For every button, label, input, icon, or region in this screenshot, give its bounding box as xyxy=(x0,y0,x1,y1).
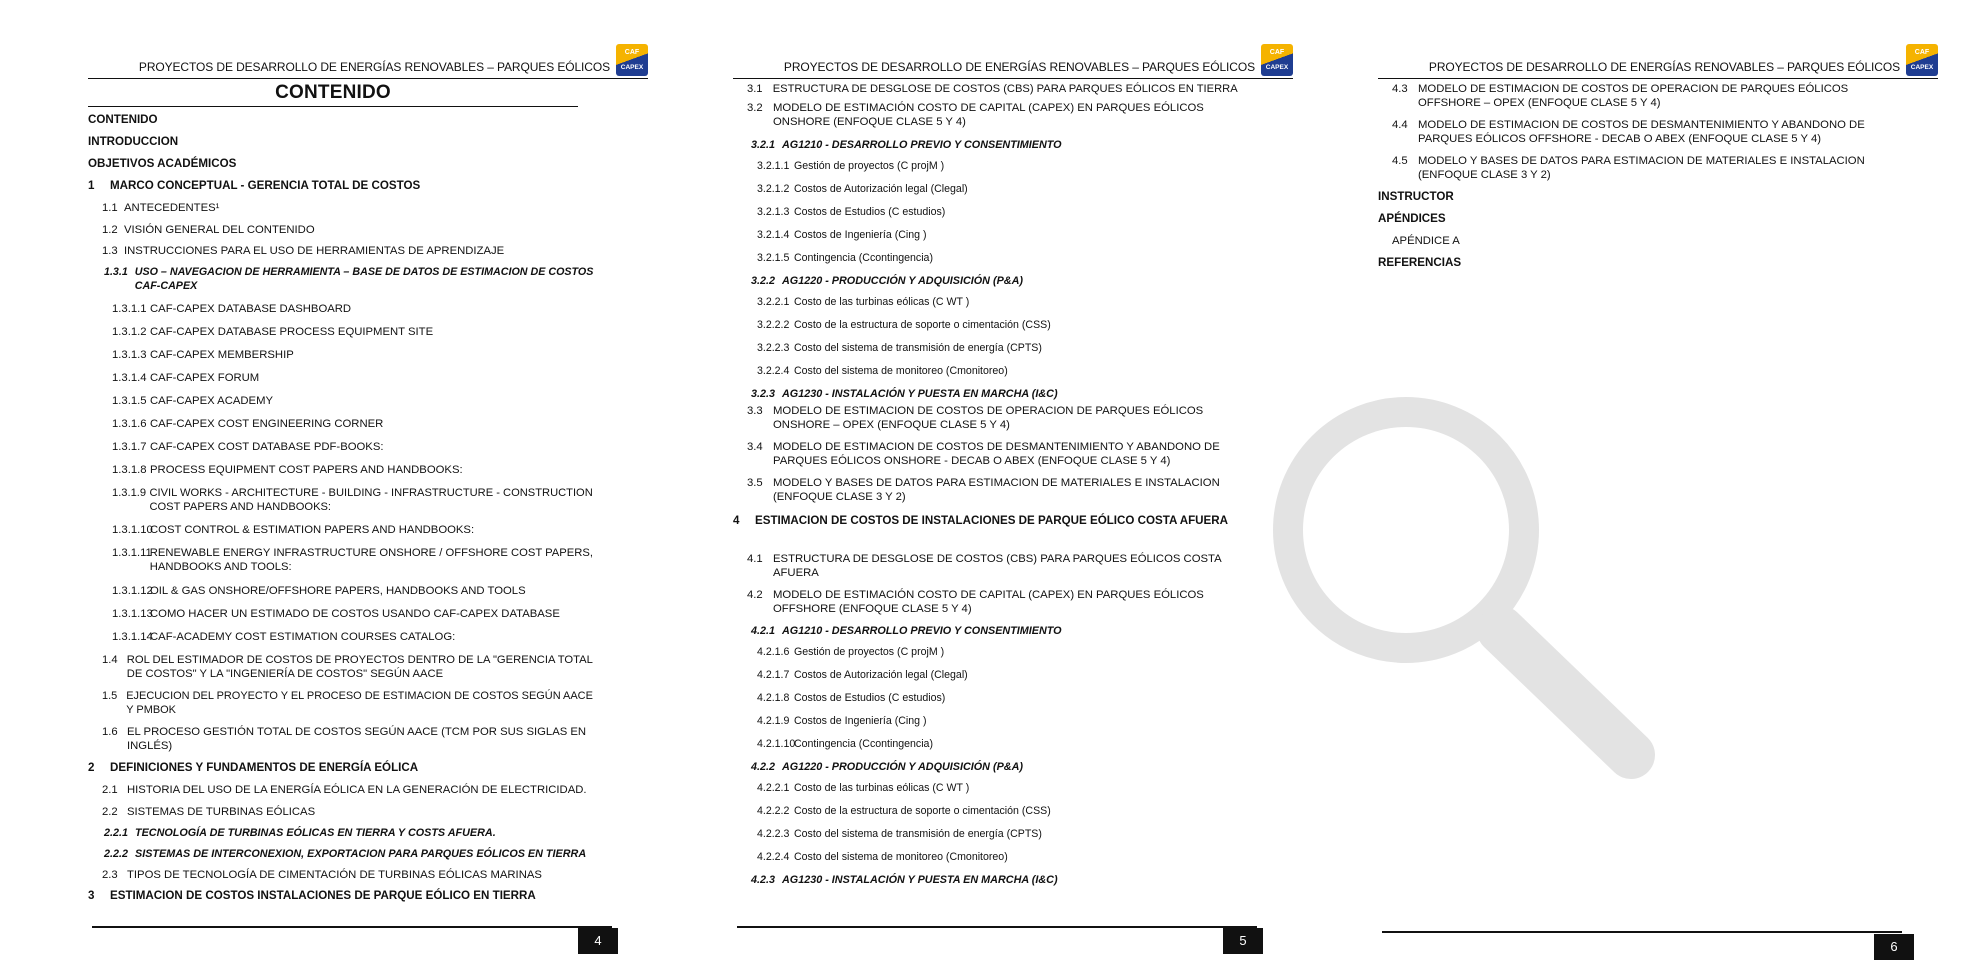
toc-entry-number: 4.2.2.2 xyxy=(757,805,790,817)
toc-entry-number: 4.4 xyxy=(1392,119,1408,131)
toc-entry xyxy=(757,850,1008,864)
toc-entry xyxy=(88,135,178,149)
toc-entry xyxy=(757,737,933,751)
toc-entry-number: 1.2 xyxy=(102,224,118,236)
toc-entry-number: 4.1 xyxy=(747,553,763,565)
toc-entry xyxy=(102,783,587,797)
toc-entry xyxy=(1392,82,1848,110)
toc-entry xyxy=(88,179,420,193)
toc-entry-number: 1.3.1.7 xyxy=(112,441,147,453)
toc-entry xyxy=(1392,234,1460,248)
caf-capex-logo xyxy=(616,44,648,76)
page-title: CONTENIDO xyxy=(275,82,391,103)
toc-entry xyxy=(102,725,586,753)
toc-entry-title: CAF-CAPEX DATABASE DASHBOARD xyxy=(150,303,352,315)
toc-entry-title: Costo del sistema de transmisión de energía (CPTS) xyxy=(794,342,1042,354)
toc-entry xyxy=(751,873,1058,887)
footer-divider xyxy=(737,926,1257,928)
toc-entry xyxy=(751,624,1062,638)
toc-entry-number: 1.3.1.2 xyxy=(112,326,147,338)
toc-entry-number: 2.2.2 xyxy=(104,848,129,860)
toc-entry xyxy=(757,804,1051,818)
toc-entry xyxy=(112,546,593,574)
toc-entry-number: 3.2.2.2 xyxy=(757,319,790,331)
toc-entry xyxy=(757,691,945,705)
toc-entry xyxy=(747,552,1222,580)
toc-entry-title-continued: OFFSHORE (ENFOQUE CLASE 5 Y 4) xyxy=(773,603,972,615)
toc-entry-number: 4.2.1.9 xyxy=(757,715,790,727)
toc-entry-title: Costo de la estructura de soporte o cimentación (CSS) xyxy=(794,319,1051,331)
toc-entry-title: DEFINICIONES Y FUNDAMENTOS DE ENERGÍA EÓLICA xyxy=(110,761,419,774)
toc-entry xyxy=(757,159,944,173)
toc-entry-title: MODELO Y BASES DE DATOS PARA ESTIMACION DE MATERIALES E INSTALACION xyxy=(773,477,1220,489)
toc-entry-title: MODELO DE ESTIMACIÓN COSTO DE CAPITAL (CAPEX) EN PARQUES EÓLICOS xyxy=(773,102,1204,114)
toc-entry-title: MARCO CONCEPTUAL - GERENCIA TOTAL DE COSTOS xyxy=(110,179,421,192)
toc-entry-number: 4.2 xyxy=(747,589,763,601)
toc-entry-title: Gestión de proyectos (C projM ) xyxy=(794,160,945,172)
toc-entry xyxy=(757,318,1051,332)
toc-entry-title: CAF-ACADEMY COST ESTIMATION COURSES CATALOG: xyxy=(150,631,456,643)
toc-entry-number: 1.3.1.14 xyxy=(112,631,153,643)
toc-entry-title: CONTENIDO xyxy=(88,113,158,126)
toc-entry-number: 4.2.2.3 xyxy=(757,828,790,840)
toc-entry-title: CIVIL WORKS - ARCHITECTURE - BUILDING - INFRASTRUCTURE - CONSTRUCTION xyxy=(149,487,593,499)
toc-entry-number: 4.2.2.1 xyxy=(757,782,790,794)
toc-entry-title: Costo del sistema de transmisión de energía (CPTS) xyxy=(794,828,1042,840)
toc-entry-title: ANTECEDENTES¹ xyxy=(124,202,220,214)
page-number: 6 xyxy=(1874,934,1914,960)
toc-entry xyxy=(88,113,158,127)
toc-entry xyxy=(757,295,969,309)
toc-entry-title: ESTIMACION DE COSTOS INSTALACIONES DE PARQUE EÓLICO EN TIERRA xyxy=(110,889,536,902)
toc-entry-title: Costo del sistema de monitoreo (Cmonitoreo) xyxy=(794,851,1008,863)
toc-entry-title: ESTRUCTURA DE DESGLOSE DE COSTOS (CBS) PARA PARQUES EÓLICOS EN TIERRA xyxy=(772,83,1238,95)
toc-entry-title-continued: (ENFOQUE CLASE 3 Y 2) xyxy=(773,491,906,503)
toc-entry-title-continued: ONSHORE (ENFOQUE CLASE 5 Y 4) xyxy=(773,116,966,128)
toc-entry xyxy=(1378,190,1454,204)
toc-entry xyxy=(102,653,593,681)
toc-entry-title-continued: COST PAPERS AND HANDBOOKS: xyxy=(149,501,332,513)
toc-entry-number: 1.6 xyxy=(102,726,118,738)
logo-text-top: CAF xyxy=(624,49,640,56)
toc-entry-title: Costo de la estructura de soporte o cimentación (CSS) xyxy=(794,805,1051,817)
toc-entry-title: Costos de Autorización legal (Clegal) xyxy=(794,183,968,195)
toc-entry-title: HISTORIA DEL USO DE LA ENERGÍA EÓLICA EN LA GENERACIÓN DE ELECTRICIDAD. xyxy=(127,784,587,796)
toc-entry-title-continued: OFFSHORE – OPEX (ENFOQUE CLASE 5 Y 4) xyxy=(1418,97,1661,109)
toc-entry-title: EJECUCION DEL PROYECTO Y EL PROCESO DE ESTIMACION DE COSTOS SEGÚN AACE xyxy=(126,690,593,702)
toc-entry xyxy=(751,138,1062,152)
toc-entry-number: 3.2.1.5 xyxy=(757,252,790,264)
toc-entry xyxy=(88,889,536,903)
toc-entry xyxy=(757,341,1042,355)
toc-entry-number: 3.2.1 xyxy=(751,139,776,151)
toc-entry-number: 1 xyxy=(88,179,95,192)
toc-entry-title-continued: DE COSTOS" Y LA "INGENIERÍA DE COSTOS" SEGÚN AACE xyxy=(126,668,444,680)
toc-entry xyxy=(112,325,433,339)
toc-entry-title: MODELO DE ESTIMACION DE COSTOS DE DESMANTENIMIENTO Y ABANDONO DE xyxy=(773,441,1220,453)
header-text: PROYECTOS DE DESARROLLO DE ENERGÍAS RENOVABLES – PARQUES EÓLICOS xyxy=(1428,60,1900,74)
toc-entry xyxy=(757,668,968,682)
toc-entry xyxy=(112,584,526,598)
toc-entry xyxy=(112,394,273,408)
toc-entry xyxy=(751,760,1023,774)
toc-entry-title: Contingencia (Ccontingencia) xyxy=(794,252,933,264)
toc-entry-title: USO – NAVEGACION DE HERRAMIENTA – BASE DE DATOS DE ESTIMACION DE COSTOS xyxy=(134,266,594,278)
toc-entry-number: 3.2.2.3 xyxy=(757,342,790,354)
toc-entry-title: MODELO DE ESTIMACION DE COSTOS DE DESMANTENIMIENTO Y ABANDONO DE xyxy=(1418,119,1865,131)
toc-entry-number: 3.2.2 xyxy=(751,275,776,287)
toc-entry-number: 1.3.1.11 xyxy=(112,547,152,559)
toc-entry-number: 1.3.1.1 xyxy=(112,303,147,315)
toc-entry-number: 4.2.2.4 xyxy=(757,851,790,863)
toc-entry-title: TECNOLOGÍA DE TURBINAS EÓLICAS EN TIERRA Y COSTS AFUERA. xyxy=(135,827,496,839)
toc-entry xyxy=(747,588,1204,616)
toc-entry-number: 2.1 xyxy=(102,784,118,796)
toc-entry-number: 3 xyxy=(88,889,95,902)
toc-entry-number: 3.5 xyxy=(747,477,763,489)
toc-entry-title: AG1230 - INSTALACIÓN Y PUESTA EN MARCHA (I&C) xyxy=(782,874,1058,886)
toc-entry xyxy=(104,265,593,293)
toc-entry xyxy=(733,514,1228,528)
toc-entry-number: 4.5 xyxy=(1392,155,1408,167)
toc-entry-number: 1.3.1.4 xyxy=(112,372,147,384)
toc-entry-title: ROL DEL ESTIMADOR DE COSTOS DE PROYECTOS DENTRO DE LA "GERENCIA TOTAL xyxy=(126,654,593,666)
toc-entry-title: CAF-CAPEX FORUM xyxy=(150,372,260,384)
toc-entry-title-continued: CAF-CAPEX xyxy=(134,280,198,292)
magnifier-watermark-icon xyxy=(1256,380,1676,800)
toc-entry xyxy=(757,251,933,265)
toc-entry-number: 4.2.1 xyxy=(751,625,776,637)
page-header xyxy=(733,38,1293,79)
toc-entry-number: 3.1 xyxy=(747,83,763,95)
toc-entry-number: 1.3.1.8 xyxy=(112,464,147,476)
toc-entry xyxy=(112,440,384,454)
toc-entry xyxy=(112,463,463,477)
toc-entry-title-continued: PARQUES EÓLICOS ONSHORE - DECAB O ABEX (ENFOQUE CLASE 5 Y 4) xyxy=(773,455,1171,467)
toc-entry-title: EL PROCESO GESTIÓN TOTAL DE COSTOS SEGÚN AACE (TCM POR SUS SIGLAS EN xyxy=(127,726,587,738)
logo-text-top: CAF xyxy=(1269,49,1285,56)
toc-entry-title: Contingencia (Ccontingencia) xyxy=(794,738,933,750)
toc-entry-title: MODELO DE ESTIMACION DE COSTOS DE OPERACION DE PARQUES EÓLICOS xyxy=(1418,83,1849,95)
toc-entry-number: 1.4 xyxy=(102,654,118,666)
toc-entry xyxy=(102,689,593,717)
toc-entry-number: 1.1 xyxy=(102,202,118,214)
page-header xyxy=(1378,38,1938,79)
toc-entry xyxy=(104,826,496,840)
toc-entry xyxy=(112,486,593,514)
toc-entry xyxy=(88,761,418,775)
caf-capex-logo xyxy=(1906,44,1938,76)
toc-entry-number: 3.2.1.2 xyxy=(757,183,790,195)
toc-entry xyxy=(112,630,455,644)
toc-entry xyxy=(757,364,1008,378)
toc-entry xyxy=(112,302,351,316)
toc-entry xyxy=(747,440,1220,468)
toc-entry-title-continued: PARQUES EÓLICOS OFFSHORE - DECAB O ABEX (ENFOQUE CLASE 5 Y 4) xyxy=(1418,133,1822,145)
header-text: PROYECTOS DE DESARROLLO DE ENERGÍAS RENOVABLES – PARQUES EÓLICOS xyxy=(138,60,610,74)
toc-entry xyxy=(112,523,474,537)
toc-entry xyxy=(112,348,294,362)
toc-entry-title: COMO HACER UN ESTIMADO DE COSTOS USANDO CAF-CAPEX DATABASE xyxy=(150,608,560,620)
toc-entry-number: 2.3 xyxy=(102,869,118,881)
toc-entry-number: 4.2.1.10 xyxy=(757,738,796,750)
toc-entry-title-continued: INGLÉS) xyxy=(127,740,173,752)
toc-entry-number: 1.3.1.3 xyxy=(112,349,147,361)
toc-entry-number: 3.2.3 xyxy=(751,388,776,400)
toc-entry-title: REFERENCIAS xyxy=(1378,256,1462,269)
toc-entry xyxy=(751,387,1058,401)
toc-entry xyxy=(112,371,259,385)
toc-entry-number: 3.2 xyxy=(747,102,763,114)
toc-entry xyxy=(757,827,1042,841)
toc-entry-number: 4.2.1.6 xyxy=(757,646,790,658)
toc-entry-number: 1.3.1.13 xyxy=(112,608,153,620)
document-page-5 xyxy=(705,0,1325,977)
caf-capex-logo xyxy=(1261,44,1293,76)
toc-entry-number: 2 xyxy=(88,761,95,774)
toc-entry xyxy=(112,607,560,621)
toc-entry xyxy=(757,781,969,795)
toc-entry-number: 3.2.1.3 xyxy=(757,206,790,218)
toc-entry-title: AG1210 - DESARROLLO PREVIO Y CONSENTIMIENTO xyxy=(782,139,1062,151)
toc-entry-number: 4.3 xyxy=(1392,83,1408,95)
toc-entry-title: Costos de Ingeniería (Cing ) xyxy=(794,715,927,727)
toc-entry-number: 1.3.1.6 xyxy=(112,418,147,430)
toc-entry-title: Costos de Estudios (C estudios) xyxy=(794,206,946,218)
toc-entry-number: 2.2 xyxy=(102,806,118,818)
toc-entry-number: 4.2.1.8 xyxy=(757,692,790,704)
toc-entry-title-continued: HANDBOOKS AND TOOLS: xyxy=(149,561,292,573)
toc-entry-number: 1.3.1.5 xyxy=(112,395,147,407)
toc-entry xyxy=(104,847,586,861)
title-divider xyxy=(88,106,578,107)
toc-entry-number: 1.3 xyxy=(102,245,118,257)
toc-entry xyxy=(102,868,542,882)
logo-text-bottom: CAPEX xyxy=(620,64,644,71)
toc-entry-title: Costo de las turbinas eólicas (C WT ) xyxy=(794,782,970,794)
toc-entry-number: 2.2.1 xyxy=(104,827,129,839)
toc-entry-title: MODELO DE ESTIMACION DE COSTOS DE OPERACION DE PARQUES EÓLICOS xyxy=(773,405,1204,417)
toc-entry xyxy=(747,404,1203,432)
logo-text-bottom: CAPEX xyxy=(1910,64,1934,71)
toc-entry xyxy=(757,182,968,196)
toc-entry-title: CAF-CAPEX COST DATABASE PDF-BOOKS: xyxy=(150,441,384,453)
toc-entry xyxy=(757,645,944,659)
toc-entry-title: SISTEMAS DE INTERCONEXION, EXPORTACION PARA PARQUES EÓLICOS EN TIERRA xyxy=(135,848,587,860)
toc-entry-title: CAF-CAPEX MEMBERSHIP xyxy=(150,349,294,361)
toc-entry-title: ESTRUCTURA DE DESGLOSE DE COSTOS (CBS) PARA PARQUES EÓLICOS COSTA xyxy=(773,553,1222,565)
toc-entry-title: TIPOS DE TECNOLOGÍA DE CIMENTACIÓN DE TURBINAS EÓLICAS MARINAS xyxy=(127,869,542,881)
toc-entry-title-continued: Y PMBOK xyxy=(126,704,176,716)
toc-entry-title-continued: AFUERA xyxy=(773,567,819,579)
toc-entry-title: SISTEMAS DE TURBINAS EÓLICAS xyxy=(127,806,316,818)
toc-entry-title: AG1220 - PRODUCCIÓN Y ADQUISICIÓN (P&A) xyxy=(782,761,1023,773)
toc-entry-title: AG1210 - DESARROLLO PREVIO Y CONSENTIMIENTO xyxy=(782,625,1062,637)
page-number: 4 xyxy=(578,928,618,954)
toc-entry-title: Costo de las turbinas eólicas (C WT ) xyxy=(794,296,970,308)
toc-entry-title: INSTRUCTOR xyxy=(1378,190,1454,203)
toc-entry-title: COST CONTROL & ESTIMATION PAPERS AND HANDBOOKS: xyxy=(150,524,475,536)
toc-entry-number: 3.4 xyxy=(747,441,763,453)
toc-entry-number: 1.3.1.9 xyxy=(112,487,147,499)
toc-entry-title: CAF-CAPEX COST ENGINEERING CORNER xyxy=(150,418,384,430)
toc-entry-title: Costos de Ingeniería (Cing ) xyxy=(794,229,927,241)
toc-entry-number: 4.2.2 xyxy=(751,761,776,773)
toc-entry-number: 1.3.1.10 xyxy=(112,524,153,536)
toc-entry xyxy=(747,82,1238,96)
toc-entry xyxy=(1378,256,1461,270)
toc-entry-number: 4.2.1.7 xyxy=(757,669,790,681)
toc-entry-title: INTRODUCCION xyxy=(88,135,179,148)
toc-entry-number: 4 xyxy=(733,514,740,527)
page-header xyxy=(88,38,648,79)
toc-entry-title: CAF-CAPEX ACADEMY xyxy=(150,395,274,407)
toc-entry xyxy=(1392,154,1865,182)
toc-entry-number: 3.2.1.1 xyxy=(757,160,790,172)
toc-entry-number: 3.2.2.4 xyxy=(757,365,790,377)
header-text: PROYECTOS DE DESARROLLO DE ENERGÍAS RENOVABLES – PARQUES EÓLICOS xyxy=(783,60,1255,74)
toc-entry-number: 1.3.1.12 xyxy=(112,585,153,597)
toc-entry-number: 3.2.2.1 xyxy=(757,296,790,308)
toc-entry xyxy=(757,228,927,242)
toc-entry xyxy=(757,205,945,219)
toc-entry-title: OBJETIVOS ACADÉMICOS xyxy=(88,157,237,170)
toc-entry-number: 1.5 xyxy=(102,690,118,702)
toc-entry xyxy=(102,805,315,819)
toc-entry-title: MODELO DE ESTIMACIÓN COSTO DE CAPITAL (CAPEX) EN PARQUES EÓLICOS xyxy=(773,589,1204,601)
toc-entry-title: AG1220 - PRODUCCIÓN Y ADQUISICIÓN (P&A) xyxy=(782,275,1023,287)
toc-entry-title: Gestión de proyectos (C projM ) xyxy=(794,646,945,658)
toc-entry-number: 4.2.3 xyxy=(751,874,776,886)
document-page-4 xyxy=(60,0,680,977)
toc-entry-title: Costo del sistema de monitoreo (Cmonitoreo) xyxy=(794,365,1008,377)
toc-entry-title: OIL & GAS ONSHORE/OFFSHORE PAPERS, HANDBOOKS AND TOOLS xyxy=(150,585,526,597)
toc-entry-title: MODELO Y BASES DE DATOS PARA ESTIMACION DE MATERIALES E INSTALACION xyxy=(1418,155,1865,167)
toc-entry-number: 3.2.1.4 xyxy=(757,229,790,241)
toc-entry-title-continued: ONSHORE – OPEX (ENFOQUE CLASE 5 Y 4) xyxy=(773,419,1010,431)
toc-entry-title: VISIÓN GENERAL DEL CONTENIDO xyxy=(124,224,315,236)
toc-entry-title: ESTIMACION DE COSTOS DE INSTALACIONES DE PARQUE EÓLICO COSTA AFUERA xyxy=(755,514,1229,527)
toc-entry xyxy=(1392,118,1865,146)
toc-entry-title: RENEWABLE ENERGY INFRASTRUCTURE ONSHORE / OFFSHORE COST PAPERS, xyxy=(149,547,593,559)
toc-entry-title: PROCESS EQUIPMENT COST PAPERS AND HANDBOOKS: xyxy=(150,464,463,476)
toc-entry-title: Costos de Estudios (C estudios) xyxy=(794,692,946,704)
logo-text-top: CAF xyxy=(1914,49,1930,56)
footer-divider xyxy=(92,926,612,928)
toc-entry xyxy=(751,274,1023,288)
toc-entry-title: APÉNDICE A xyxy=(1392,235,1460,247)
toc-entry xyxy=(102,244,504,258)
toc-entry-title: Costos de Autorización legal (Clegal) xyxy=(794,669,968,681)
toc-entry xyxy=(757,714,927,728)
toc-entry-title: CAF-CAPEX DATABASE PROCESS EQUIPMENT SITE xyxy=(150,326,434,338)
toc-entry xyxy=(747,476,1220,504)
toc-entry xyxy=(88,157,236,171)
logo-text-bottom: CAPEX xyxy=(1265,64,1289,71)
toc-entry xyxy=(102,223,315,237)
toc-entry xyxy=(1378,212,1446,226)
toc-entry-number: 3.3 xyxy=(747,405,763,417)
page-number: 5 xyxy=(1223,928,1263,954)
toc-entry-title: APÉNDICES xyxy=(1378,212,1446,225)
toc-entry-title: INSTRUCCIONES PARA EL USO DE HERRAMIENTAS DE APRENDIZAJE xyxy=(124,245,505,257)
toc-entry-number: 1.3.1 xyxy=(104,266,128,278)
toc-entry xyxy=(747,101,1204,129)
toc-entry-title-continued: (ENFOQUE CLASE 3 Y 2) xyxy=(1418,169,1551,181)
footer-divider xyxy=(1382,931,1902,933)
toc-entry xyxy=(112,417,383,431)
toc-entry-title: AG1230 - INSTALACIÓN Y PUESTA EN MARCHA (I&C) xyxy=(782,388,1058,400)
toc-entry xyxy=(102,201,219,215)
